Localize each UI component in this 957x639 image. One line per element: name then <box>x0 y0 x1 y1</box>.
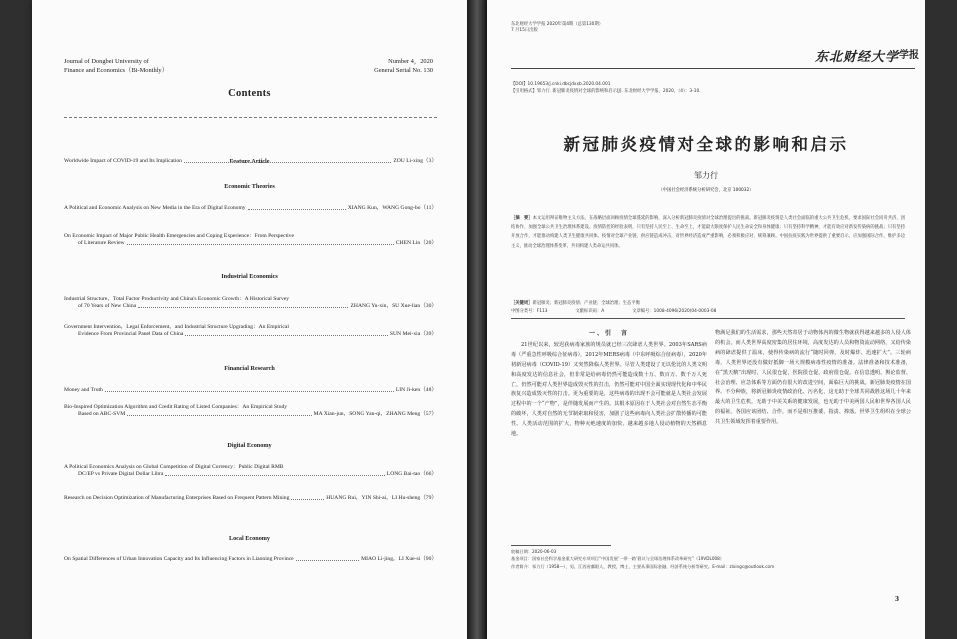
toc-entry[interactable] <box>64 387 437 394</box>
toc-entry-author: ZOU Li-xing <box>393 158 423 164</box>
body-text-left: 21世纪以来，较迟获病毒家族的规员就已经三次肆虐人类世界。2003年SARS病毒（严重急性呼吸综合征病毒），2012年MERS病毒（中东呼吸综合征病毒），2020年初新冠病毒（COVID-19）又突然降临人类世界。尽管人类建设了无以伦比的人类文明和高度发达的信息社会，但非常是给病毒仍然可能造成数十万、数百万、数千万人死亡，仍然可能对人类世界造成毁灭性的打击，仍然可能对中国全面实现现代化和中华民族复兴造成毁灭性的打击。更为重要的是，这些病毒的出现不会可能就是人类社会发展过程中的一个“产物”，是伴随发展而产生的。其根本原因在于人类社会对自然生态平衡的破坏，人类对自然的无节制索取和侵害，加剧了这些病毒向人类社会扩散传播的可能性。人类活动范围的扩大，物种灭绝速度的加快，越来越多地人侵动植物的天然栖息地。 <box>511 341 707 438</box>
toc-entry-page: （39） <box>420 331 437 337</box>
journal-line-1: Journal of Dongbei University of <box>64 58 149 65</box>
section-heading: 一、引 言 <box>588 330 629 337</box>
page-number: 3 <box>894 596 899 603</box>
toc-leader-dots <box>248 209 346 210</box>
article-title: 新冠肺炎疫情对全球的影响和启示 <box>563 135 849 154</box>
serial-number: General Serial No. 130 <box>374 67 433 74</box>
running-header <box>511 22 603 34</box>
toc-entry[interactable] <box>64 205 437 212</box>
article-meta <box>511 81 701 95</box>
toc-entry[interactable] <box>64 464 437 478</box>
toc-leader-dots <box>185 335 388 336</box>
toc-entry[interactable] <box>64 324 437 338</box>
toc-section-heading: Digital Economy <box>227 442 272 449</box>
keywords <box>511 300 905 308</box>
article-number: 文章编号：1008-4096(2020)04-0003-08 <box>632 309 717 314</box>
toc-entry-author: MIAO Li-jing，LI Xue-si <box>361 556 421 562</box>
toc-leader-dots <box>296 560 360 561</box>
toc-entry-title: A Political and Economic Analysis on New Media in the Era of Digital Economy <box>64 205 246 211</box>
journal-name <box>64 57 168 75</box>
toc-entry-title-cont: DC/EP vs Private Digital Dollar Libra <box>78 471 164 477</box>
issue-info <box>374 57 433 75</box>
toc-leader-dots <box>165 475 384 476</box>
citation-format: 【引用格式】邹力行. 新冠肺炎疫情对全球的影响和启示[J]. 东北财经大学学报，2020，（4）：3-10. <box>511 89 701 94</box>
toc-entry-title: Money and Truth <box>64 387 103 393</box>
abstract-label: ［摘 要］ <box>511 216 533 221</box>
left-page-contents <box>32 0 467 639</box>
footnote-fund: 基金项目：国家社会科学基金重大研究专项项目“中国发展‘一带一路’倡议与全球治理体系改革研究”（19VDL008） <box>511 556 724 562</box>
toc-entry-title: Industrial Structure，Total Factor Productivity and China's Economic Growth：A Historical Survey <box>64 296 290 302</box>
toc-entry-title: A Political Economics Analysis on Global Competition of Digital Currency：Public Digital RMB <box>64 464 284 470</box>
toc-entry-title-cont: of 70 Years of New China <box>78 303 137 309</box>
contents-title: Contents <box>228 88 271 99</box>
toc-entry-page: （11） <box>420 205 437 211</box>
toc-leader-dots <box>127 244 394 245</box>
doc-code: 文献标识码：A <box>575 309 605 314</box>
toc-section-heading: Feature Article <box>229 158 270 165</box>
article-author: 邹力行 <box>694 171 718 180</box>
header-issue: 东北财经大学学报 2020年第4期（总第130期） <box>511 22 603 27</box>
journal-logo-suffix: 学报 <box>899 50 919 61</box>
class-code: 中图分类号：F113 <box>511 309 548 314</box>
abstract-box-rule <box>511 318 905 319</box>
toc-entry-page: （3） <box>423 158 437 164</box>
toc-leader-dots <box>138 307 348 308</box>
toc-entry-author: ZHANG Yu-xin，SU Xue-lian <box>350 303 421 309</box>
toc-entry[interactable] <box>64 158 437 165</box>
toc-entry-title: On Spatial Differences of Urban Innovation Capacity and Its Influencing Factors in Liaoning Province <box>64 556 294 562</box>
viewer-margin-left <box>0 0 32 639</box>
footnote-rule <box>511 545 611 546</box>
toc-section-heading: Economic Theories <box>224 183 275 190</box>
book-gutter <box>467 0 487 639</box>
toc-entry-page: （20） <box>420 240 437 246</box>
right-page-article <box>487 0 925 639</box>
toc-entry-author: MA Xian-jun，SONG Yan-qi，ZHANG Meng <box>313 411 421 417</box>
header-rule <box>511 68 915 69</box>
toc-entry-author: HUANG Rui，YIN Shi-ai，LI Hu-sheng <box>326 495 421 501</box>
toc-entry-page: （66） <box>420 471 437 477</box>
toc-entry[interactable] <box>64 404 437 418</box>
body-text-right: 物满足我们的生活需求，那些天然寄居于动物体内的微生物就获得越来越多的人侵人体的机会。而人类世界高度密集的居住环境，高度发达的人员和物资流动网络，又给传染病的肆虐提供了温床，使得传染病的流行“随时回弹，及时爆炸、迅速扩大”。三轮病毒，人类世界还没有做好抵御一场大规模病毒性疫情的准备。法律准备和技术准备，在“黑天鹅”出现时，人民很仓促，医院很仓促，政府很仓促。在信息透明、舆论监督、社会治理、应急体系等方面仍有很大的改进空间，面临巨大的挑战。新冠肺炎疫情在国界、不分种族，将新冠肺炎疫情政治化、污名化，这无助于全球共同战胜这场几十年来最大的卫生危机。无助于中美关系的健康发展，也无助于中美两国人民和世界各国人民的福祉。各国应该团结、合作，而不是相互推诿、指责、捧落。世界卫生组织在全球公共卫生领域发挥着重要作用。 <box>715 330 911 426</box>
toc-entry-title: Worldwide Impact of COVID-19 and Its Implication <box>64 158 182 164</box>
toc-entry[interactable] <box>64 296 437 310</box>
toc-entry-author: SUN Mei-xia <box>389 331 421 337</box>
toc-entry-author: LONG Bai-tao <box>386 471 421 477</box>
journal-line-2: Finance and Economics（Bi-Monthly） <box>64 67 169 74</box>
toc-entry[interactable] <box>64 233 437 247</box>
toc-entry-page: （79） <box>420 495 437 501</box>
toc-leader-dots <box>127 415 311 416</box>
abstract-text: 本文运用辩证唯物主义方法，在战略层面回顾疫情全球蔓延的影响，深入分析新冠肺炎疫情对全球治理提出的挑战。新冠肺炎疫情是人类社会面临的重大公共卫生危机，要求国际社会同舟共济、团结协作、加强全球公共卫生治理体系建设。疫情防控的经验表明，只有坚持人民至上、生命至上，才能最大限度保护人民生命安全和身体健康；只有坚持科学精神，才能有效应对新发传染病的挑战；只有坚持开放合作，才能推动构建人类卫生健康共同体。疫情对全球产业链、供应链造成冲击，对世界经济造成严重影响，必须积极应对、统筹兼顾。中国抗疫实践为世界提供了重要启示，应加强国际合作，维护多边主义，推动全球治理体系变革，共同构建人类命运共同体。 <box>511 216 905 249</box>
body-column-right <box>715 329 911 428</box>
toc-entry-author: CHEN Lin <box>395 240 421 246</box>
issue-number: Number 4，2020 <box>388 58 433 65</box>
classification-row <box>511 308 716 314</box>
keywords-label: ［关键词］ <box>511 301 533 306</box>
footnotes <box>511 548 897 570</box>
toc-entry-title-cont: Evidence From Provincial Panel Data of China <box>78 331 184 337</box>
header-date: 7 月15日出版 <box>511 28 538 33</box>
toc-entry-title: Government Intervention，Legal Enforcement，and Industrial Structure Upgrading：An Empirical <box>64 324 289 330</box>
toc-leader-dots <box>291 499 324 500</box>
abstract <box>511 214 905 251</box>
footnote-author: 作者简介：邹力行（1958—），男，江西省鄱阳人，教授，博士，主要从事国际金融、经济系统分析等研究。E-mail：zlxingc@outlook.com <box>511 563 775 569</box>
journal-logo: 东北财经大学 <box>814 50 899 65</box>
toc-entry-title-cont: of Literature Review <box>78 240 125 246</box>
toc-entry-page: （48） <box>420 387 437 393</box>
doi: 【DOI】10.19653/j.cnki.dbcjdxxb.2020.04.001 <box>511 82 611 87</box>
toc-entry-title-cont: Based on ABC-SVM <box>78 411 126 417</box>
toc-entry-author: LIN Ji-ken <box>395 387 421 393</box>
contents-divider <box>64 117 437 118</box>
toc-section-heading: Financial Research <box>224 365 275 372</box>
toc-section-heading: Industrial Economics <box>221 273 278 280</box>
viewer-margin-right <box>925 0 957 639</box>
body-column-left <box>511 329 707 440</box>
toc-section-heading: Local Economy <box>228 535 271 542</box>
toc-entry-title: Bio-Inspired Optimization Algorithm and Credit Rating of Listed Companies：An Empirical Study <box>64 404 288 410</box>
toc-entry-page: （57） <box>420 411 437 417</box>
toc-entry-title: On Economic Impact of Major Public Health Emergencies and Coping Experience：From Perspective <box>64 233 294 239</box>
footnote-received: 收稿日期：2020-06-03 <box>511 549 557 554</box>
toc-entry-page: （30） <box>420 303 437 309</box>
toc-entry[interactable] <box>64 556 437 563</box>
toc-entry-page: （90） <box>420 556 437 562</box>
toc-entry[interactable] <box>64 495 437 502</box>
toc-entry-author: XIANG Kun，WANG Gong-bo <box>347 205 421 211</box>
toc-entry-title: Research on Decision Optimization of Manufacturing Enterprises Based on Frequent Pattern Mining <box>64 495 290 501</box>
keywords-text: 新冠肺炎；新冠肺炎疫情；产业链；全球治理；生态平衡 <box>532 301 640 306</box>
toc-leader-dots <box>105 391 394 392</box>
author-affiliation: （中国社会经济系统分析研究会，北京 100032） <box>658 188 754 193</box>
toc-leader-dots <box>184 162 391 163</box>
